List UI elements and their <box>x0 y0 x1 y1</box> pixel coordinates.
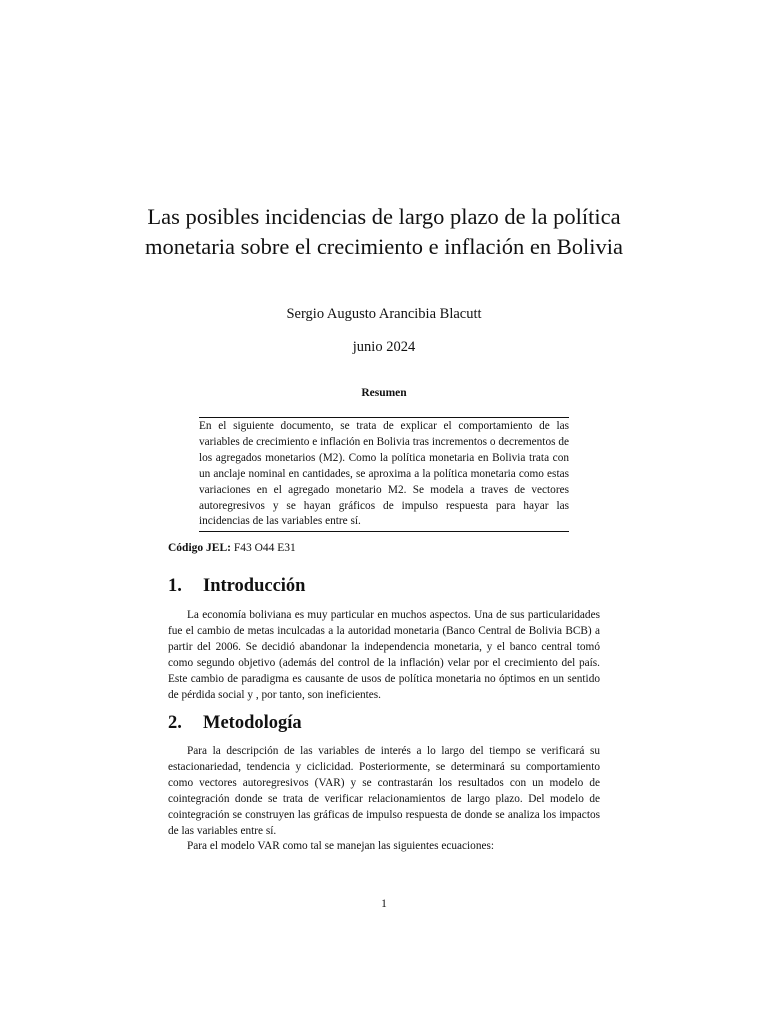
section-number: 2. <box>168 713 182 733</box>
publication-date: junio 2024 <box>352 339 416 355</box>
abstract-heading: Resumen <box>361 387 407 399</box>
abstract-top-rule <box>199 417 569 418</box>
paragraph: La economía boliviana es muy particular en muchos aspectos. Una de sus particularidades fue el cambio de metas inculcadas a la autoridad monetaria (Banco Central de Bolivia BCB) a partir del 2006. Se decidió abandonar la independencia monetaria, y el banco central tomó como segundo objetivo (además del control de la inflación) velar por el crecimiento del país. Este cambio de paradigma es causante de usos de política monetaria no óptimos en un sentido de pérdida social y , por tanto, son ineficientes. <box>168 609 600 701</box>
paragraph: Para la descripción de las variables de interés a lo largo del tiempo se verificará su estacionariedad, tendencia y ciclicidad. Posteriormente, se determinará su comportamiento como vectores autoregresivos (VAR) y se contrastarán los resultados con un modelo de cointegración donde se trata de verificar relacionamientos de largo plazo. Del modelo de cointegración se construyen las gráficas de impulso respuesta de donde se analiza los impactos de las variables entre sí. <box>168 745 600 837</box>
author-name: Sergio Augusto Arancibia Blacutt <box>286 306 482 322</box>
jel-code-list: F43 O44 E31 <box>233 542 296 554</box>
section-title: Metodología <box>203 713 302 733</box>
section-body-introduccion <box>168 608 600 703</box>
jel-label: Código JEL: <box>168 542 231 554</box>
section-body-metodologia <box>168 744 600 855</box>
abstract-bottom-rule <box>199 531 569 532</box>
jel-codes <box>168 542 296 554</box>
page-number: 1 <box>381 898 387 910</box>
section-heading-metodologia <box>168 713 302 734</box>
section-heading-introduccion <box>168 576 305 597</box>
section-number: 1. <box>168 576 182 596</box>
paragraph: Para el modelo VAR como tal se manejan las siguientes ecuaciones: <box>187 840 495 853</box>
paper-title: Las posibles incidencias de largo plazo de la política monetaria sobre el crecimiento e inflación en Bolivia <box>145 204 623 259</box>
abstract-text: En el siguiente documento, se trata de explicar el comportamiento de las variables de crecimiento e inflación en Bolivia tras incrementos o decrementos de los agregados monetarios (M2). Como la política monetaria en Bolivia trata con un anclaje nominal en cantidades, se aproxima a la política monetaria como estas variaciones en el agregado monetario M2. Se modela a traves de vectores autoregresivos y se hayan gráficos de impulso respuesta para hayar las incidencias de las variables entre sí. <box>199 420 569 528</box>
section-title: Introducción <box>203 576 306 596</box>
